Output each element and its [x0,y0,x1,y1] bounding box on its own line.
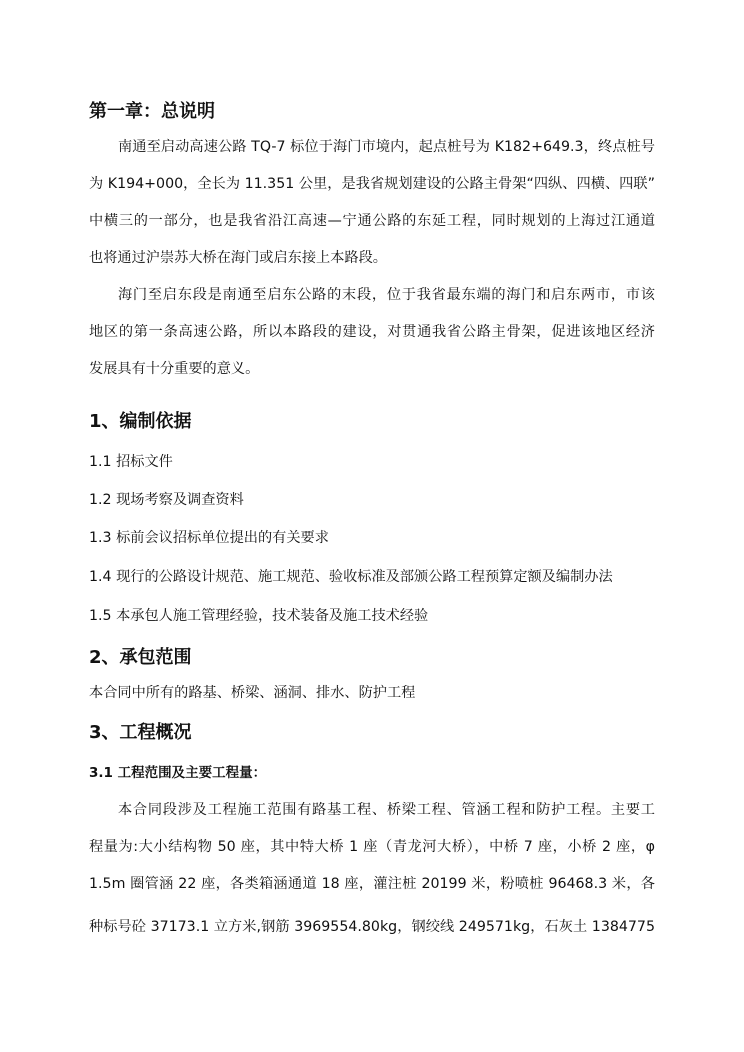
paragraph-line: 1.5m 圈管涵 22 座，各类箱涵通道 18 座，灌注桩 20199 米，粉喷桩 96468.3 米，各 [89,876,655,892]
paragraph-line: 程量为:大小结构物 50 座，其中特大桥 1 座（青龙河大桥），中桥 7 座，小桥 2 座，φ [89,839,655,855]
paragraph-line: 中横三的一部分，也是我省沿江高速—宁通公路的东延工程，同时规划的上海过江通道 [89,213,655,229]
section-heading: 2、承包范围 [89,647,192,668]
paragraph-line: 海门至启东段是南通至启东公路的末段，位于我省最东端的海门和启东两市，市该 [118,287,655,303]
paragraph-line: 也将通过沪崇苏大桥在海门或启东接上本路段。 [89,250,387,266]
section-heading: 3、工程概况 [89,722,192,743]
list-item: 1.3 标前会议招标单位提出的有关要求 [89,530,329,546]
list-item: 1.5 本承包人施工管理经验，技术装备及施工技术经验 [89,608,429,624]
paragraph-line: 为 K194+000，全长为 11.351 公里，是我省规划建设的公路主骨架“四纵、四横、四联” [89,176,655,192]
paragraph-line: 发展具有十分重要的意义。 [89,361,260,377]
chapter-title: 第一章：总说明 [89,101,215,122]
paragraph-line: 地区的第一条高速公路，所以本路段的建设，对贯通我省公路主骨架，促进该地区经济 [89,324,655,340]
paragraph-line: 种标号砼 37173.1 立方米,钢筋 3969554.80kg，钢绞线 249571kg，石灰土 1384775 [89,919,655,935]
list-item: 1.1 招标文件 [89,454,173,470]
paragraph-line: 本合同段涉及工程施工范围有路基工程、桥梁工程、管涵工程和防护工程。主要工 [118,802,655,818]
paragraph-line: 本合同中所有的路基、桥梁、涵洞、排水、防护工程 [89,685,416,701]
section-heading: 1、编制依据 [89,411,192,432]
subsection-heading: 3.1 工程范围及主要工程量： [89,765,267,781]
paragraph-line: 南通至启动高速公路 TQ-7 标位于海门市境内，起点桩号为 K182+649.3，终点桩号 [118,139,655,155]
list-item: 1.4 现行的公路设计规范、施工规范、验收标准及部颁公路工程预算定额及编制办法 [89,569,613,585]
list-item: 1.2 现场考察及调查资料 [89,492,244,508]
